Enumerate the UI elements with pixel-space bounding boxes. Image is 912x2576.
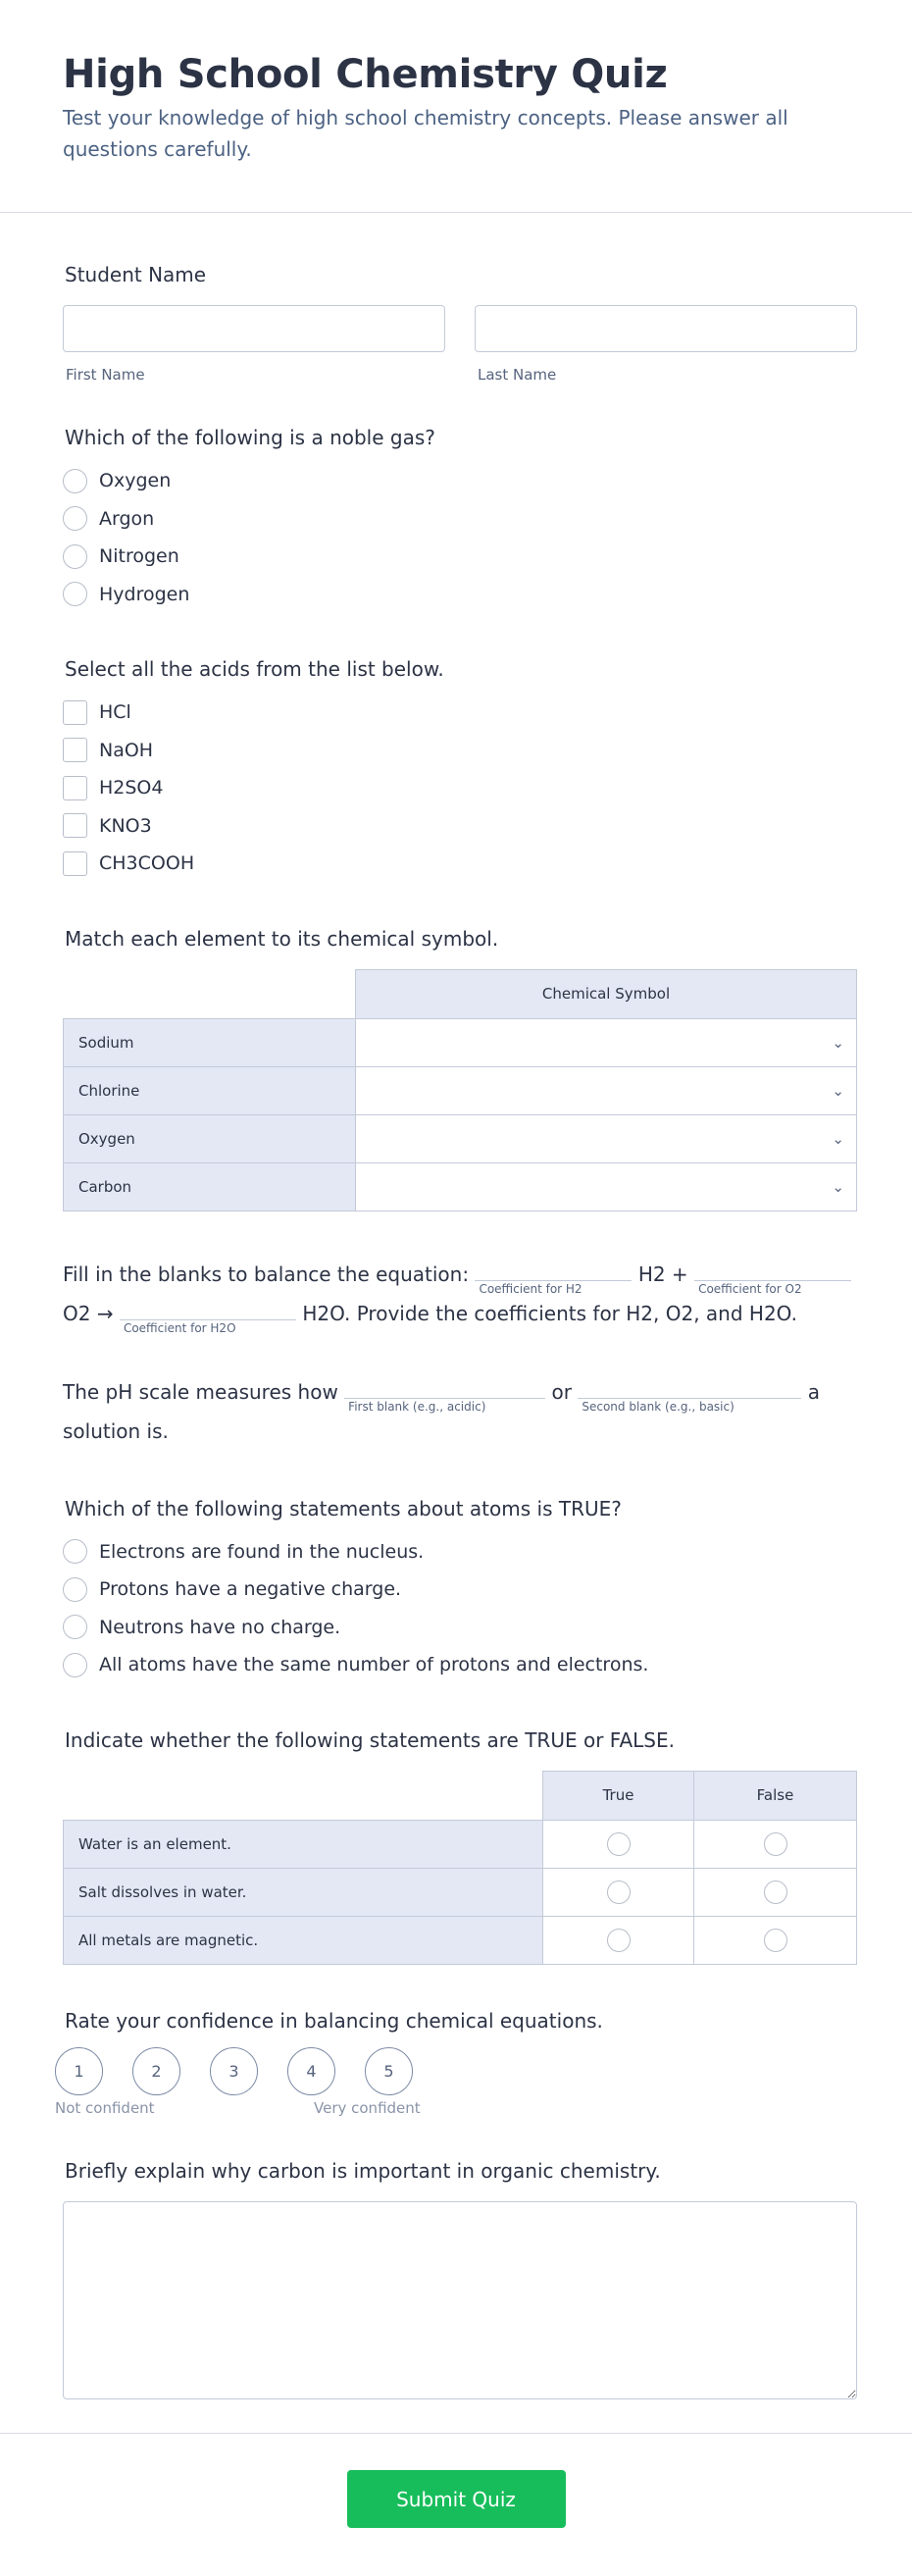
radio-button[interactable]: [607, 1880, 631, 1904]
rating-option-4[interactable]: 4: [287, 2047, 335, 2095]
blank-sublabel: First blank (e.g., acidic): [348, 1399, 486, 1414]
atoms-label: Which of the following statements about atoms is TRUE?: [65, 1496, 622, 1520]
radio-button[interactable]: [63, 544, 87, 569]
rating-low-label: Not confident: [55, 2098, 155, 2117]
match-table: [63, 969, 857, 1211]
option-label: Protons have a negative charge.: [99, 1578, 402, 1601]
form-header: [0, 0, 912, 213]
radio-button[interactable]: [607, 1832, 631, 1856]
o2-text: O2: [63, 1301, 91, 1325]
ph-question: [63, 1372, 857, 1451]
option-label: Electrons are found in the nucleus.: [99, 1540, 425, 1563]
symbol-dropdown[interactable]: [356, 1066, 857, 1114]
radio-button[interactable]: [63, 1653, 87, 1677]
row-label: Chlorine: [64, 1066, 356, 1114]
acid-option[interactable]: [63, 732, 857, 770]
radio-button[interactable]: [764, 1929, 787, 1952]
h2o-coefficient-input[interactable]: [120, 1297, 296, 1335]
option-label: H2SO4: [99, 777, 164, 799]
student-name-question: [63, 262, 857, 384]
option-label: HCl: [99, 701, 131, 724]
acid-option[interactable]: [63, 694, 857, 732]
last-name-input[interactable]: [475, 305, 857, 352]
balance-question: [63, 1255, 857, 1333]
option-label: CH3COOH: [99, 852, 195, 875]
radio-button[interactable]: [607, 1929, 631, 1952]
noble-gas-option[interactable]: [63, 500, 857, 539]
h2-text: H2 +: [637, 1262, 688, 1286]
rating-label: Rate your confidence in balancing chemical equations.: [65, 2008, 603, 2033]
page-subtitle: Test your knowledge of high school chemistry concepts. Please answer all questions carefully.: [63, 106, 788, 161]
carbon-label: Briefly explain why carbon is important in organic chemistry.: [65, 2158, 661, 2183]
atoms-option[interactable]: [63, 1533, 857, 1571]
rating-option-5[interactable]: 5: [365, 2047, 413, 2095]
atoms-option[interactable]: [63, 1571, 857, 1609]
option-label: KNO3: [99, 814, 152, 837]
truefalse-label: Indicate whether the following statements are TRUE or FALSE.: [65, 1727, 675, 1752]
row-label: All metals are magnetic.: [64, 1916, 543, 1964]
radio-button[interactable]: [764, 1880, 787, 1904]
blank-sublabel: Coefficient for H2: [479, 1281, 583, 1296]
match-question: [63, 926, 857, 1211]
radio-button[interactable]: [63, 1577, 87, 1602]
radio-button[interactable]: [764, 1832, 787, 1856]
acid-option[interactable]: [63, 807, 857, 846]
blank-sublabel: Second blank (e.g., basic): [582, 1399, 735, 1414]
acid-option[interactable]: [63, 769, 857, 807]
ph-second-blank-input[interactable]: [578, 1375, 801, 1414]
noble-gas-option[interactable]: [63, 462, 857, 500]
checkbox[interactable]: [63, 776, 87, 800]
noble-gas-label: Which of the following is a noble gas?: [65, 426, 435, 449]
ph-or-text: or: [551, 1379, 572, 1404]
noble-gas-question: [63, 425, 857, 613]
atoms-question: [63, 1496, 857, 1684]
submit-button[interactable]: Submit Quiz: [347, 2470, 566, 2528]
column-header-false: False: [694, 1771, 857, 1820]
blank-sublabel: Coefficient for O2: [698, 1281, 802, 1296]
true-cell[interactable]: [543, 1916, 694, 1964]
column-header-true: True: [543, 1771, 694, 1820]
quiz-form: [0, 262, 912, 2399]
first-name-sublabel: First Name: [66, 366, 145, 384]
ph-text-a: a: [807, 1379, 820, 1404]
last-name-sublabel: Last Name: [478, 366, 557, 384]
atoms-option[interactable]: [63, 1609, 857, 1647]
option-label: Oxygen: [99, 470, 172, 492]
row-label: Sodium: [64, 1018, 356, 1066]
blank-sublabel: Coefficient for H2O: [123, 1320, 236, 1335]
chevron-down-icon: ⌄: [832, 1081, 844, 1100]
rating-scale: [55, 2047, 857, 2095]
page-title: High School Chemistry Quiz: [63, 52, 668, 97]
form-footer: [0, 2433, 912, 2576]
balance-text: Fill in the blanks to balance the equation:: [63, 1262, 470, 1286]
option-label: Nitrogen: [99, 545, 179, 568]
noble-gas-option[interactable]: [63, 576, 857, 614]
row-label: Salt dissolves in water.: [64, 1868, 543, 1916]
carbon-answer-textarea[interactable]: [63, 2201, 857, 2399]
symbol-dropdown[interactable]: [356, 1162, 857, 1211]
atoms-option[interactable]: [63, 1646, 857, 1684]
rating-option-3[interactable]: 3: [210, 2047, 258, 2095]
radio-button[interactable]: [63, 506, 87, 531]
rating-high-label: Very confident: [314, 2098, 421, 2117]
ph-text: The pH scale measures how: [63, 1379, 338, 1404]
checkbox[interactable]: [63, 700, 87, 725]
checkbox[interactable]: [63, 813, 87, 838]
first-name-input[interactable]: [63, 305, 445, 352]
arrow-text: →: [96, 1301, 114, 1325]
row-label: Water is an element.: [64, 1820, 543, 1868]
radio-button[interactable]: [63, 1539, 87, 1564]
symbol-dropdown[interactable]: [356, 1114, 857, 1162]
carbon-question: [63, 2158, 857, 2399]
chevron-down-icon: ⌄: [832, 1033, 844, 1052]
chevron-down-icon: ⌄: [832, 1129, 844, 1148]
o2-coefficient-input[interactable]: [694, 1258, 851, 1296]
radio-button[interactable]: [63, 469, 87, 493]
h2-coefficient-input[interactable]: [475, 1258, 632, 1296]
false-cell[interactable]: [694, 1868, 857, 1916]
option-label: Neutrons have no charge.: [99, 1616, 341, 1638]
column-header: Chemical Symbol: [356, 969, 857, 1018]
rating-option-2[interactable]: 2: [132, 2047, 180, 2095]
checkbox[interactable]: [63, 738, 87, 762]
true-cell[interactable]: [543, 1820, 694, 1868]
row-label: Carbon: [64, 1162, 356, 1211]
ph-text-end: solution is.: [63, 1418, 169, 1443]
rating-question: [55, 2008, 857, 2123]
symbol-dropdown[interactable]: [356, 1018, 857, 1066]
acids-label: Select all the acids from the list below.: [65, 657, 444, 681]
option-label: Hydrogen: [99, 583, 190, 605]
radio-button[interactable]: [63, 1615, 87, 1639]
match-label: Match each element to its chemical symbol.: [65, 926, 499, 951]
balance-text-after: H2O. Provide the coefficients for H2, O2, and H2O.: [302, 1301, 797, 1325]
acid-option[interactable]: [63, 845, 857, 883]
noble-gas-option[interactable]: [63, 538, 857, 576]
rating-option-1[interactable]: 1: [55, 2047, 103, 2095]
option-label: NaOH: [99, 739, 154, 761]
option-label: All atoms have the same number of protons and electrons.: [99, 1654, 649, 1676]
option-label: Argon: [99, 507, 155, 530]
truefalse-question: [63, 1727, 857, 1965]
student-name-label: Student Name: [65, 263, 207, 286]
true-cell[interactable]: [543, 1868, 694, 1916]
ph-first-blank-input[interactable]: [344, 1375, 545, 1414]
false-cell[interactable]: [694, 1916, 857, 1964]
chevron-down-icon: ⌄: [832, 1177, 844, 1196]
checkbox[interactable]: [63, 851, 87, 876]
acids-question: [63, 656, 857, 883]
truefalse-table: [63, 1771, 857, 1965]
row-label: Oxygen: [64, 1114, 356, 1162]
radio-button[interactable]: [63, 582, 87, 606]
false-cell[interactable]: [694, 1820, 857, 1868]
